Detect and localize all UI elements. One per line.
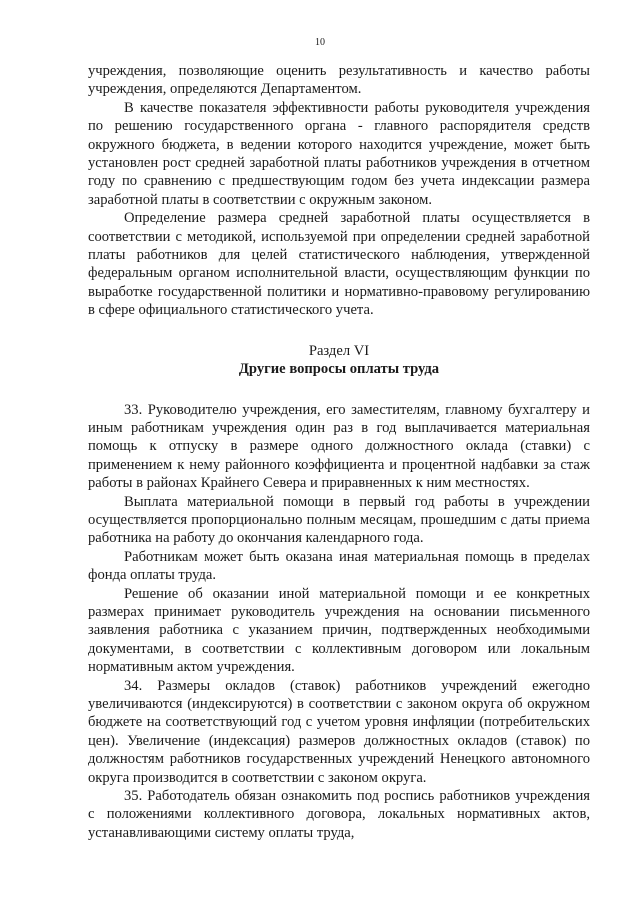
paragraph: Работникам может быть оказана иная материальная помощь в пределах фонда оплаты труда. xyxy=(88,548,590,584)
paragraph: В качестве показателя эффективности работы руководителя учреждения по решению государственного органа - главного распорядителя средств окружного бюджета, в ведении которого находится учреждение, может быть установлен рост средней заработной платы работников учреждения в отчетном году по сравнению с предшествующим годом без учета индексации размера заработной платы в соответствии с окружным законом. xyxy=(88,99,590,208)
paragraph: учреждения, позволяющие оценить результативность и качество работы учреждения, определяются Департаментом. xyxy=(88,63,590,98)
paragraph: 33. Руководителю учреждения, его заместителям, главному бухгалтеру и иным работникам учреждения один раз в год выплачивается материальная помощь к отпуску в размере одного должностного оклада (ставки) с применением к нему районного коэффициента и процентной надбавки за стаж работы в районах Крайнего Севера и приравненных к ним местностях. xyxy=(88,401,590,492)
page-number: 10 xyxy=(315,37,325,48)
section-label: Раздел VI xyxy=(308,342,370,359)
paragraph: Выплата материальной помощи в первый год работы в учреждении осуществляется пропорционально полным месяцам, прошедшим с даты приема работника на работу до окончания календарного года. xyxy=(88,493,590,547)
paragraph: 35. Работодатель обязан ознакомить под роспись работников учреждения с положениями коллективного договора, локальных нормативных актов, устанавливающими систему оплаты труда, xyxy=(88,788,590,841)
paragraph: 34. Размеры окладов (ставок) работников учреждений ежегодно увеличиваются (индексируются) в соответствии с законом округа об окружном бюджете на соответствующий год с учетом уровня инфляции (потребительских цен). Увеличение (индексация) размеров должностных окладов (ставок) по должностям работников государственных учреждений Ненецкого автономного округа производится в соответствии с законом округа. xyxy=(88,677,590,786)
document-body xyxy=(88,62,590,842)
paragraph: Решение об оказании иной материальной помощи и ее конкретных размерах принимает руководитель учреждения на основании письменного заявления работника с указанием причин, подтвержденных необходимыми документами, в соответствии с коллективным договором или локальным нормативным актом учреждения. xyxy=(88,585,590,676)
section-heading xyxy=(88,342,590,379)
section-title: Другие вопросы оплаты труда xyxy=(238,361,440,378)
paragraph: Определение размера средней заработной платы осуществляется в соответствии с методикой, используемой при определении средней заработной платы работников для целей статистического наблюдения, утвержденной федеральным органом исполнительной власти, осуществляющим функции по выработке государственной политики и нормативно-правовому регулированию в сфере официального статистического учета. xyxy=(88,210,590,319)
